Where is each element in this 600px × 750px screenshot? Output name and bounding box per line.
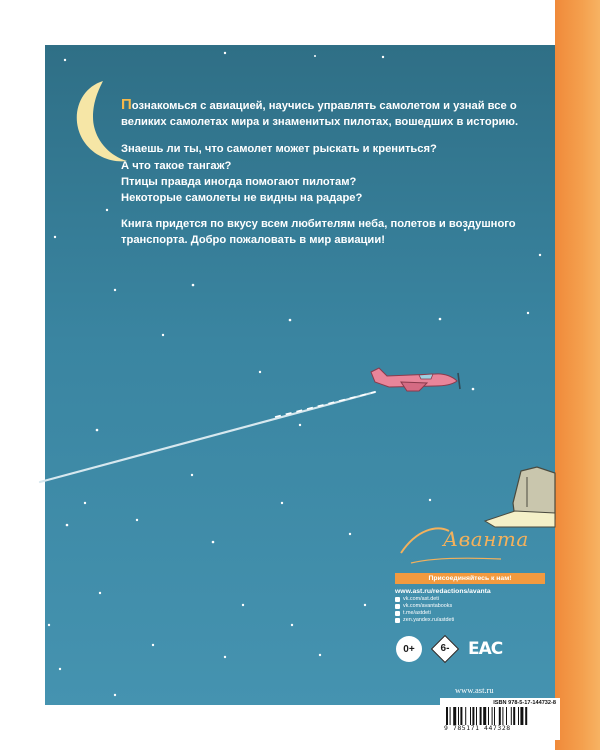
join-us-banner: Присоединяйтесь к нам!: [395, 573, 545, 584]
social-link-text: t.me/astdeti: [403, 610, 431, 616]
telegram-icon: [395, 611, 400, 616]
question-line: А что такое тангаж?: [121, 159, 232, 172]
social-link-vk-avanta[interactable]: [395, 603, 545, 609]
barcode: [440, 698, 560, 740]
pink-airplane-icon: [365, 360, 465, 400]
question-line: Птицы правда иногда помогают пилотам?: [121, 175, 357, 188]
back-cover: [45, 45, 556, 732]
closing-paragraph: Книга придется по вкусу всем любителям неба, полетов и воздушного транспорта. Добро пожаловать в мир авиации!: [121, 218, 516, 247]
questions-paragraph: [121, 141, 521, 206]
intro-text: ознакомься с авиацией, научись управлять самолетом и узнай все о великих самолетах мира и знаменитых пилотах, вошедших в историю.: [121, 100, 519, 129]
social-link-zen[interactable]: [395, 617, 545, 623]
publisher-info: [395, 573, 545, 623]
book-spine-edge: [555, 0, 600, 750]
eac-certification-mark: EAC: [468, 639, 503, 659]
question-line: Знаешь ли ты, что самолет может рыскать и крениться?: [121, 143, 437, 156]
airplane-tail-icon: [485, 467, 555, 527]
social-link-telegram[interactable]: [395, 610, 545, 616]
ast-website: www.ast.ru: [455, 685, 494, 695]
intro-paragraph: [121, 97, 521, 130]
age-rating-diamond: [430, 634, 460, 664]
social-link-text: vk.com/ast.deti: [403, 596, 439, 602]
barcode-digits: 9 785171 447328: [444, 724, 511, 732]
zen-icon: [395, 618, 400, 623]
isbn-number: ISBN 978-5-17-144732-8: [493, 700, 556, 706]
question-line: Некоторые самолеты не видны на радаре?: [121, 192, 363, 205]
age-diamond-label: 6-: [440, 643, 450, 654]
age-ratings: [396, 635, 502, 663]
age-rating-circle: 0+: [396, 636, 422, 662]
publisher-site-link[interactable]: www.ast.ru/redactions/avanta: [395, 588, 491, 595]
social-link-text: vk.com/avantabooks: [403, 603, 453, 609]
drop-cap: П: [121, 96, 132, 113]
vk-icon: [395, 597, 400, 602]
description-text: [121, 97, 521, 257]
vk-icon: [395, 604, 400, 609]
publisher-logo: Аванта: [443, 527, 529, 551]
barcode-bars: [444, 707, 556, 725]
social-link-text: zen.yandex.ru/astdeti: [403, 617, 455, 623]
social-link-vk-astdeti[interactable]: [395, 596, 545, 602]
